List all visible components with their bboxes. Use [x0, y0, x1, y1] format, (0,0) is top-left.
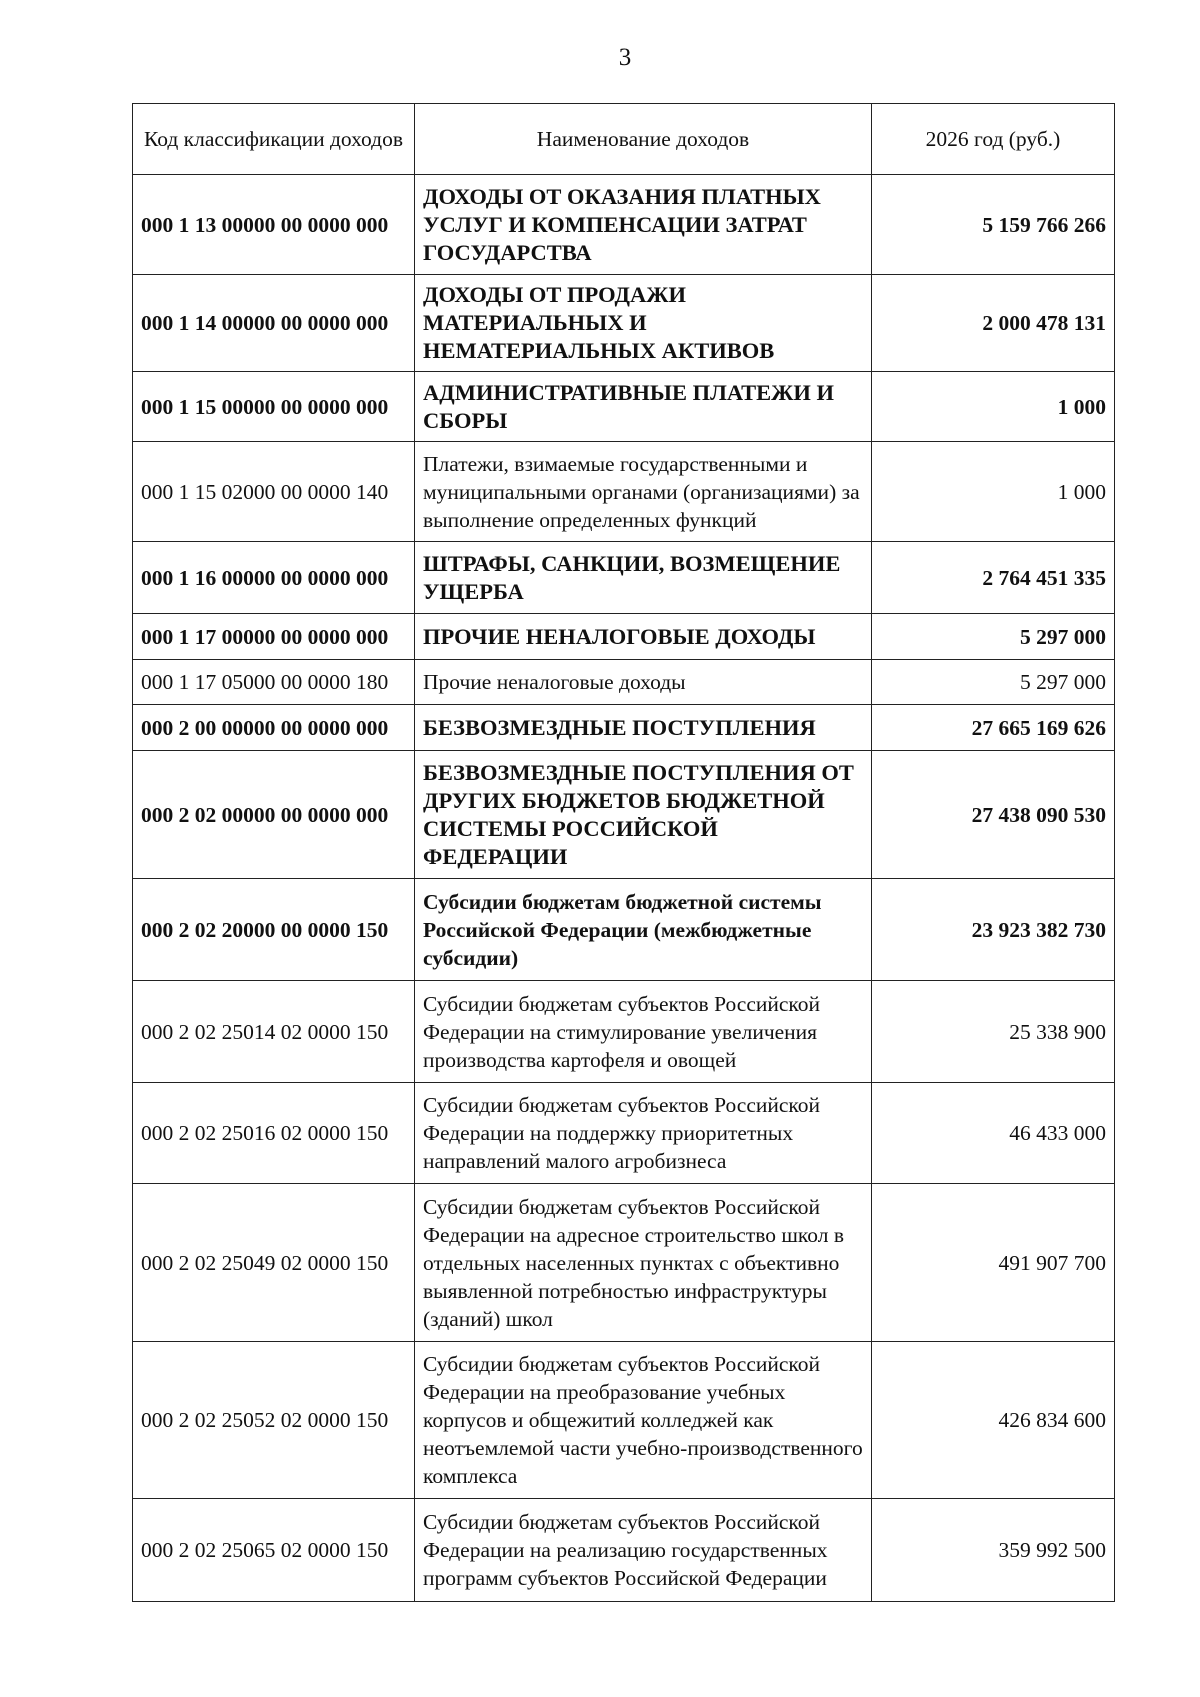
row-name: Прочие неналоговые доходы: [415, 660, 872, 705]
table-body: [133, 175, 1115, 1602]
header-name: Наименование доходов: [415, 104, 872, 175]
row-code: 000 1 14 00000 00 0000 000: [133, 275, 415, 372]
row-amount: 2 764 451 335: [872, 542, 1115, 614]
row-name: БЕЗВОЗМЕЗДНЫЕ ПОСТУПЛЕНИЯ: [415, 705, 872, 751]
table-row: [133, 705, 1115, 751]
table-row: [133, 660, 1115, 705]
table-header-row: [133, 104, 1115, 175]
row-amount: 1 000: [872, 442, 1115, 542]
row-code: 000 1 17 05000 00 0000 180: [133, 660, 415, 705]
row-code: 000 1 16 00000 00 0000 000: [133, 542, 415, 614]
row-name: Субсидии бюджетам субъектов Российской Федерации на реализацию государственных программ субъектов Российской Федерации: [415, 1499, 872, 1602]
table-row: [133, 442, 1115, 542]
header-amount: 2026 год (руб.): [872, 104, 1115, 175]
revenue-table: [132, 103, 1115, 1602]
header-code: Код классификации доходов: [133, 104, 415, 175]
table-row: [133, 275, 1115, 372]
table-row: [133, 614, 1115, 660]
row-amount: 46 433 000: [872, 1083, 1115, 1184]
row-code: 000 2 02 25052 02 0000 150: [133, 1342, 415, 1499]
row-code: 000 1 15 00000 00 0000 000: [133, 372, 415, 442]
table-row: [133, 1499, 1115, 1602]
row-name: ДОХОДЫ ОТ ПРОДАЖИ МАТЕРИАЛЬНЫХ И НЕМАТЕРИАЛЬНЫХ АКТИВОВ: [415, 275, 872, 372]
row-name: БЕЗВОЗМЕЗДНЫЕ ПОСТУПЛЕНИЯ ОТ ДРУГИХ БЮДЖЕТОВ БЮДЖЕТНОЙ СИСТЕМЫ РОССИЙСКОЙ ФЕДЕРАЦИИ: [415, 751, 872, 879]
row-name: Субсидии бюджетам бюджетной системы Российской Федерации (межбюджетные субсидии): [415, 879, 872, 981]
row-code: 000 2 00 00000 00 0000 000: [133, 705, 415, 751]
row-amount: 426 834 600: [872, 1342, 1115, 1499]
row-name: Субсидии бюджетам субъектов Российской Федерации на поддержку приоритетных направлений малого агробизнеса: [415, 1083, 872, 1184]
table-row: [133, 542, 1115, 614]
row-name: ДОХОДЫ ОТ ОКАЗАНИЯ ПЛАТНЫХ УСЛУГ И КОМПЕНСАЦИИ ЗАТРАТ ГОСУДАРСТВА: [415, 175, 872, 275]
row-name: Субсидии бюджетам субъектов Российской Федерации на стимулирование увеличения производства картофеля и овощей: [415, 981, 872, 1083]
row-amount: 491 907 700: [872, 1184, 1115, 1342]
table-row: [133, 981, 1115, 1083]
row-name: ПРОЧИЕ НЕНАЛОГОВЫЕ ДОХОДЫ: [415, 614, 872, 660]
row-name: АДМИНИСТРАТИВНЫЕ ПЛАТЕЖИ И СБОРЫ: [415, 372, 872, 442]
row-name: ШТРАФЫ, САНКЦИИ, ВОЗМЕЩЕНИЕ УЩЕРБА: [415, 542, 872, 614]
row-amount: 1 000: [872, 372, 1115, 442]
row-amount: 27 665 169 626: [872, 705, 1115, 751]
row-amount: 5 297 000: [872, 614, 1115, 660]
table-row: [133, 372, 1115, 442]
row-name: Платежи, взимаемые государственными и муниципальными органами (организациями) за выполнение определенных функций: [415, 442, 872, 542]
row-amount: 27 438 090 530: [872, 751, 1115, 879]
row-code: 000 2 02 25016 02 0000 150: [133, 1083, 415, 1184]
row-amount: 23 923 382 730: [872, 879, 1115, 981]
row-amount: 5 297 000: [872, 660, 1115, 705]
row-code: 000 1 13 00000 00 0000 000: [133, 175, 415, 275]
row-name: Субсидии бюджетам субъектов Российской Федерации на адресное строительство школ в отдельных населенных пунктах с объективно выявленной потребностью инфраструктуры (зданий) школ: [415, 1184, 872, 1342]
row-amount: 25 338 900: [872, 981, 1115, 1083]
row-code: 000 2 02 25065 02 0000 150: [133, 1499, 415, 1602]
row-code: 000 2 02 25014 02 0000 150: [133, 981, 415, 1083]
row-code: 000 1 17 00000 00 0000 000: [133, 614, 415, 660]
row-code: 000 2 02 00000 00 0000 000: [133, 751, 415, 879]
table-row: [133, 175, 1115, 275]
table-row: [133, 879, 1115, 981]
table-row: [133, 1342, 1115, 1499]
row-amount: 359 992 500: [872, 1499, 1115, 1602]
table-row: [133, 751, 1115, 879]
row-amount: 5 159 766 266: [872, 175, 1115, 275]
table-row: [133, 1083, 1115, 1184]
page-number: 3: [618, 44, 632, 71]
row-code: 000 2 02 25049 02 0000 150: [133, 1184, 415, 1342]
row-code: 000 1 15 02000 00 0000 140: [133, 442, 415, 542]
row-amount: 2 000 478 131: [872, 275, 1115, 372]
row-code: 000 2 02 20000 00 0000 150: [133, 879, 415, 981]
table-row: [133, 1184, 1115, 1342]
row-name: Субсидии бюджетам субъектов Российской Федерации на преобразование учебных корпусов и общежитий колледжей как неотъемлемой части учебно-производственного комплекса: [415, 1342, 872, 1499]
